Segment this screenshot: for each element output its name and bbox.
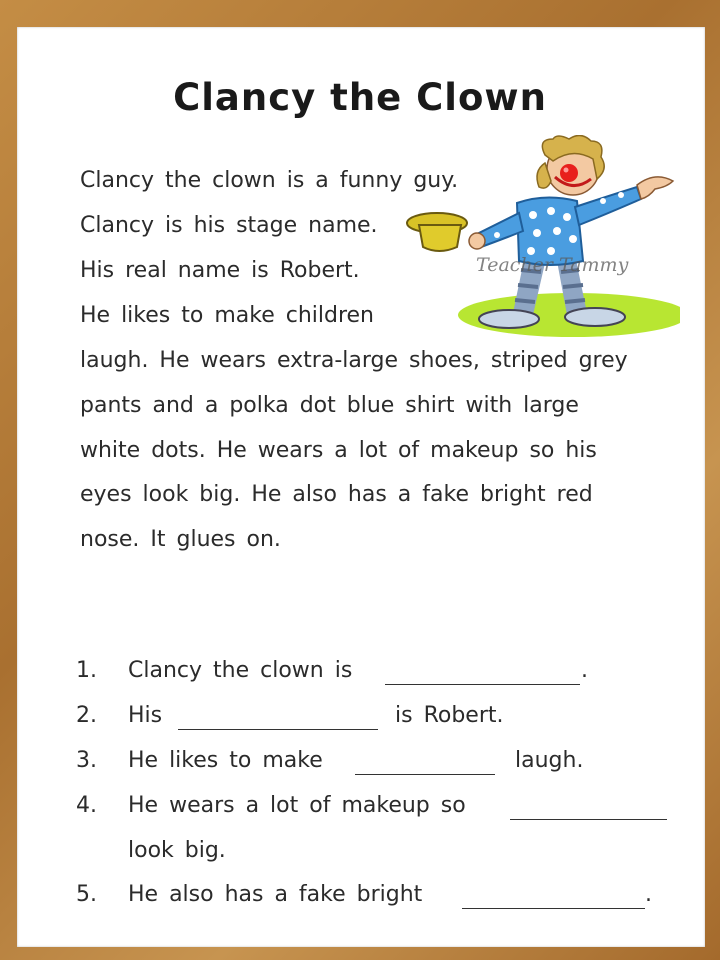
question-text: He likes to make [128, 748, 323, 773]
answer-blank[interactable] [510, 819, 667, 820]
passage-line: He likes to make children [80, 303, 374, 328]
passage-line: white dots. He wears a lot of makeup so his [80, 438, 597, 463]
question-text-end: laugh. [515, 748, 584, 773]
question-text-end: . [645, 882, 652, 907]
answer-blank[interactable] [178, 729, 378, 730]
answer-blank[interactable] [385, 684, 580, 685]
question-text-end: . [581, 658, 588, 683]
question-text: He wears a lot of makeup so [128, 793, 466, 818]
question-text: He also has a fake bright [128, 882, 423, 907]
hat-icon [407, 213, 467, 251]
question-number: 3. [76, 748, 97, 773]
clown-head-icon [537, 135, 604, 195]
question-number: 5. [76, 882, 97, 907]
question-number: 4. [76, 793, 97, 818]
answer-blank[interactable] [462, 908, 645, 909]
hand-icon [469, 233, 485, 249]
passage-line: His real name is Robert. [80, 258, 360, 283]
passage-line: eyes look big. He also has a fake bright red [80, 482, 593, 507]
question-number: 2. [76, 703, 97, 728]
question-text-end: is Robert. [395, 703, 504, 728]
question-number: 1. [76, 658, 97, 683]
page-title: Clancy the Clown [173, 76, 547, 119]
question-text: Clancy the clown is [128, 658, 353, 683]
answer-blank[interactable] [355, 774, 495, 775]
watermark-text: Teacher Tammy [476, 254, 629, 276]
clown-illustration-icon [405, 135, 680, 345]
shoe-icon [479, 310, 539, 328]
shoe-icon [565, 308, 625, 326]
passage-line: Clancy the clown is a funny guy. [80, 168, 459, 193]
passage-line: nose. It glues on. [80, 527, 281, 552]
passage-line: laugh. He wears extra-large shoes, striped grey [80, 348, 628, 373]
question-text-continuation: look big. [128, 838, 226, 863]
passage-line: Clancy is his stage name. [80, 213, 378, 238]
passage-line: pants and a polka dot blue shirt with large [80, 393, 579, 418]
question-text: His [128, 703, 163, 728]
red-nose-icon [560, 164, 578, 182]
hand-icon [637, 177, 673, 199]
